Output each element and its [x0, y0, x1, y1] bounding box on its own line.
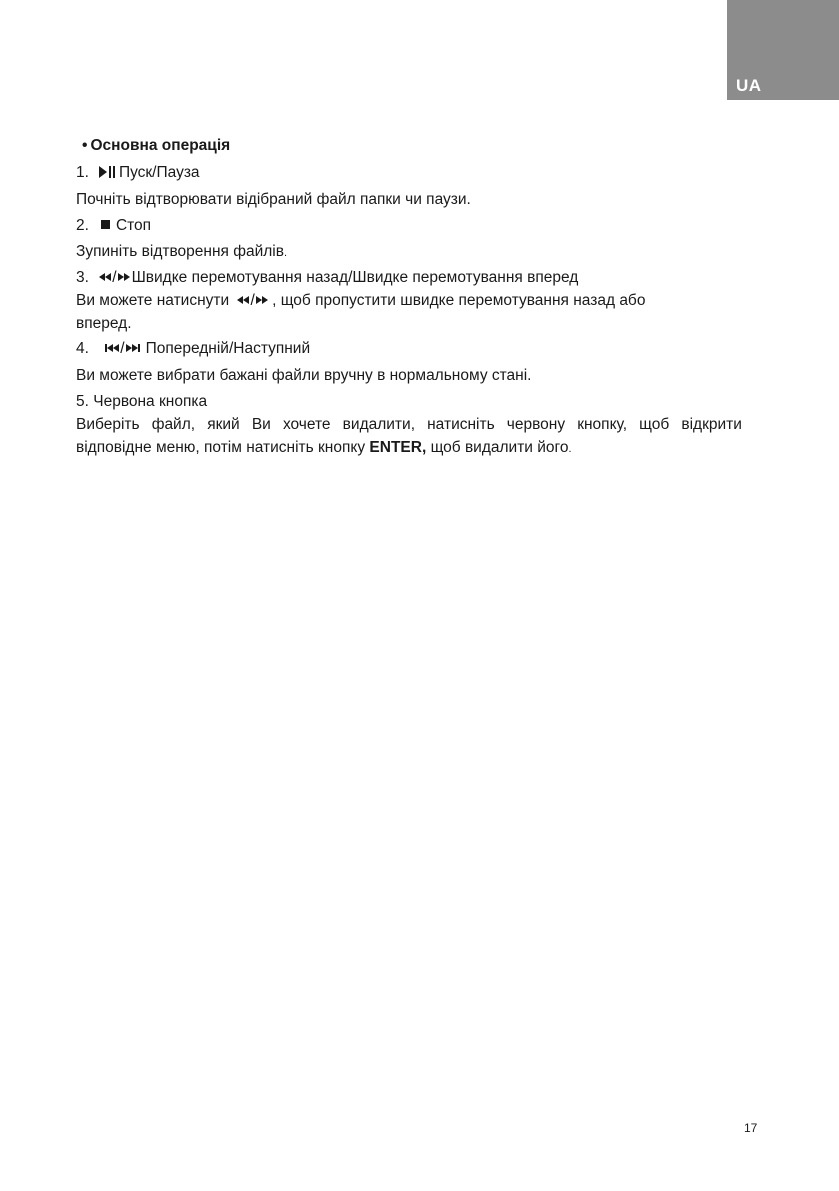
- section-heading: [76, 136, 230, 156]
- previous-icon: [105, 344, 119, 352]
- item-2-title-line: [76, 216, 151, 236]
- item-2-title: Стоп: [115, 217, 152, 234]
- item-4-title-line: [76, 339, 310, 359]
- word: Виберіть: [76, 416, 140, 433]
- item-5-title-line: [76, 392, 207, 412]
- item-3-number: 3.: [76, 269, 89, 286]
- word: який: [207, 416, 240, 433]
- stop-icon: [101, 220, 110, 229]
- item-1-title-line: [76, 163, 200, 183]
- item-3-title: Швидке перемотування назад/Швидке перемотування вперед: [131, 269, 579, 286]
- item-1-description: Почніть відтворювати відібраний файл папки чи паузи.: [76, 191, 471, 208]
- item-5-desc-a: відповідне меню, потім натисніть кнопку: [76, 439, 366, 456]
- heading-text: Основна операція: [90, 137, 231, 154]
- page-number: 17: [744, 1121, 758, 1135]
- language-tab: [727, 0, 839, 100]
- word: Ви: [251, 416, 271, 433]
- item-4-description: Ви можете вибрати бажані файли вручну в нормальному стані.: [76, 367, 532, 384]
- item-2-number: 2.: [76, 217, 89, 234]
- word: файл,: [151, 416, 196, 433]
- item-1-number: 1.: [76, 164, 89, 181]
- item-5-description-line-2: [76, 438, 572, 459]
- fast-forward-icon: [118, 273, 130, 281]
- word: видалити,: [342, 416, 415, 433]
- item-2-desc-end: .: [283, 247, 288, 259]
- word: червону: [506, 416, 566, 433]
- item-5-number: 5.: [76, 393, 89, 410]
- rewind-icon: [99, 273, 111, 281]
- item-2-desc-text: Зупиніть відтворення файлів: [76, 243, 284, 260]
- item-1-title: Пуск/Пауза: [118, 164, 200, 181]
- item-3-description-line-1: [76, 291, 645, 311]
- word: кнопку,: [577, 416, 628, 433]
- next-icon: [126, 344, 140, 352]
- word: натисніть: [427, 416, 495, 433]
- icon-separator: /: [112, 269, 117, 286]
- item-5-desc-c: щоб видалити його: [430, 439, 569, 456]
- language-label: UA: [736, 76, 762, 95]
- item-2-description: [76, 242, 287, 263]
- item-5-desc-end: .: [568, 443, 572, 455]
- play-pause-icon: [99, 166, 116, 178]
- icon-separator: /: [250, 292, 255, 309]
- word: щоб: [639, 416, 670, 433]
- word: відкрити: [681, 416, 742, 433]
- item-5-description-line-1: [76, 415, 742, 435]
- item-5-title: Червона кнопка: [93, 393, 208, 410]
- icon-separator: /: [120, 340, 125, 357]
- item-3-title-line: [76, 268, 578, 288]
- item-4-title: Попередній/Наступний: [145, 340, 311, 357]
- item-3-desc-a: Ви можете натиснути: [76, 292, 230, 309]
- item-3-description-line-2: вперед.: [76, 315, 132, 332]
- word: хочете: [282, 416, 331, 433]
- bullet: •: [82, 137, 88, 154]
- rewind-icon: [237, 296, 249, 304]
- fast-forward-icon: [256, 296, 268, 304]
- item-4-number: 4.: [76, 340, 89, 357]
- item-3-desc-b: , щоб пропустити швидке перемотування назад або: [272, 292, 646, 309]
- enter-key-label: ENTER,: [369, 439, 427, 456]
